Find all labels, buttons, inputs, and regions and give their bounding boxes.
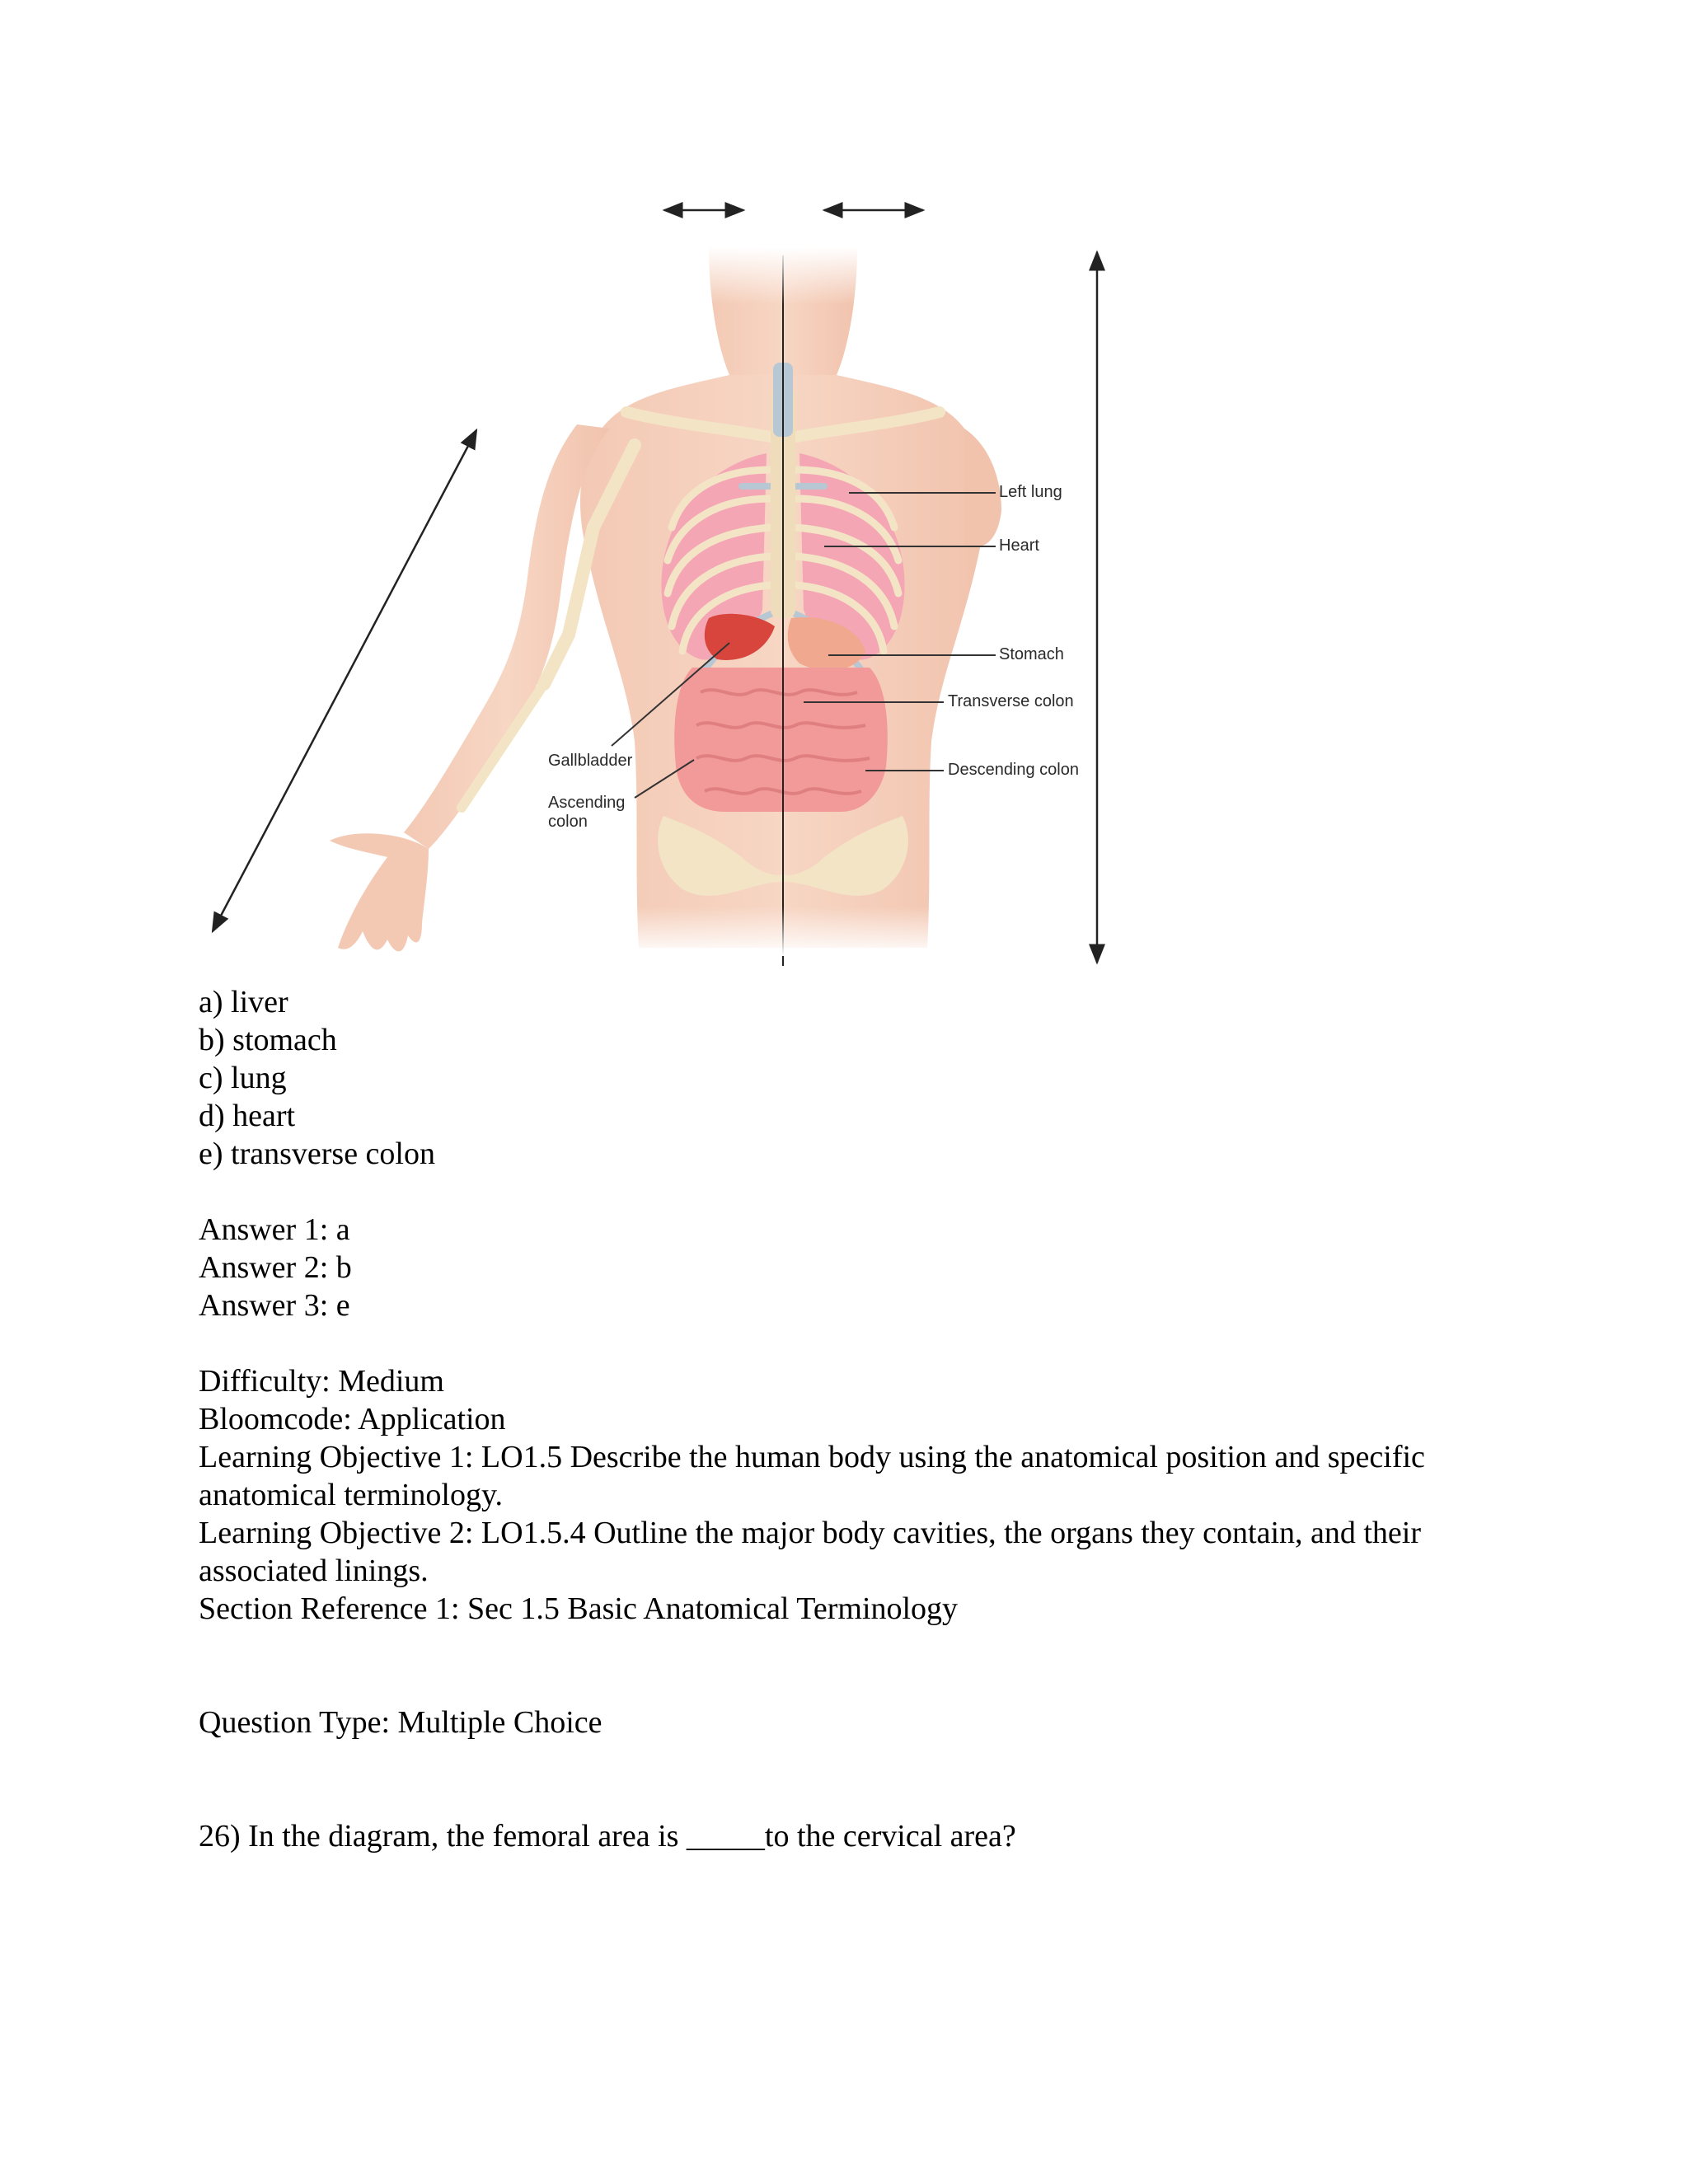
label-left-lung: Left lung	[999, 483, 1062, 501]
label-heart: Heart	[999, 537, 1039, 555]
proximal-distal-arrow	[213, 430, 476, 931]
label-ascending-colon-line1: Ascending	[548, 794, 626, 812]
option-a: a) liver	[199, 985, 288, 1019]
anatomy-illustration	[0, 0, 1688, 989]
label-transverse-colon: Transverse colon	[948, 692, 1074, 710]
option-b: b) stomach	[199, 1023, 337, 1057]
body-silhouette	[330, 247, 1001, 966]
answer-2: Answer 2: b	[199, 1250, 352, 1285]
option-e: e) transverse colon	[199, 1137, 435, 1171]
question-type: Question Type: Multiple Choice	[199, 1705, 603, 1740]
learning-objective-1: Learning Objective 1: LO1.5 Describe the human body using the anatomical position and specific anatomical terminology.	[199, 1440, 1425, 1512]
bloomcode: Bloomcode: Application	[199, 1402, 506, 1436]
option-c: c) lung	[199, 1061, 287, 1095]
label-gallbladder: Gallbladder	[548, 752, 633, 770]
learning-objective-2: Learning Objective 2: LO1.5.4 Outline the major body cavities, the organs they contain, and their associated linings.	[199, 1516, 1422, 1588]
label-descending-colon: Descending colon	[948, 761, 1079, 779]
option-d: d) heart	[199, 1099, 296, 1133]
difficulty: Difficulty: Medium	[199, 1364, 444, 1399]
label-ascending-colon-line2: colon	[548, 813, 588, 831]
question-text-block	[199, 983, 1484, 1855]
anatomy-figure	[0, 0, 1688, 989]
section-reference: Section Reference 1: Sec 1.5 Basic Anatomical Terminology	[199, 1591, 959, 1626]
answer-1: Answer 1: a	[199, 1212, 350, 1247]
question-26: 26) In the diagram, the femoral area is _____to the cervical area?	[199, 1819, 1016, 1854]
answer-3: Answer 3: e	[199, 1288, 350, 1323]
label-stomach: Stomach	[999, 645, 1064, 663]
